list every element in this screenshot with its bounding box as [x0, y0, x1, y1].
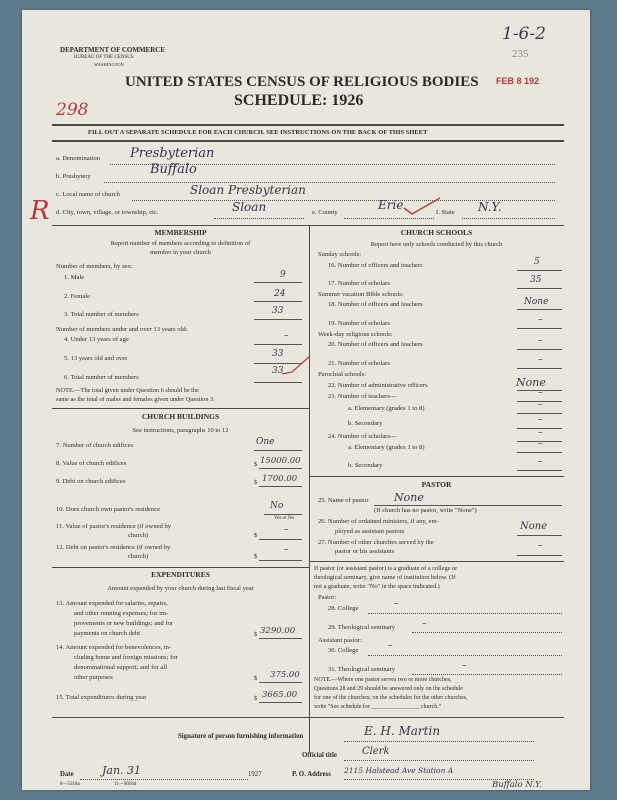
grad-note-3: not a graduate, write "No" in the space indicated.): [314, 583, 440, 590]
running-exp-label-3: provements or new buildings; and for: [74, 620, 174, 627]
under-13-label: 4. Under 13 years of age: [64, 336, 129, 343]
benevolence-label-4: other purposes: [74, 674, 113, 681]
assistant-label: Assistant pastor:: [318, 637, 362, 644]
official-title-value: Clerk: [362, 746, 390, 757]
residence-debt-label-2: church): [128, 553, 149, 560]
q26-label-2: ployed as assistant pastors: [335, 528, 405, 535]
q24a-value: –: [538, 439, 543, 449]
edifices-label: 7. Number of church edifices: [56, 442, 134, 449]
grad-note-1: If pastor (or assistant pastor) is a graduate of a college or: [314, 565, 458, 572]
q31-value: –: [462, 661, 467, 671]
running-exp-value: 3290.00: [260, 626, 296, 636]
membership-heading: MEMBERSHIP: [154, 228, 207, 237]
q17-value: 35: [530, 275, 542, 285]
city-line-label: d. City, town, village, or township, etc.: [56, 209, 159, 216]
total-members-value: 33: [272, 306, 284, 316]
q27-label-1: 27. Number of other churches served by the: [318, 539, 434, 546]
q20-label: 20. Number of officers and teachers: [328, 341, 423, 348]
city-label: WASHINGTON: [94, 62, 124, 67]
pastor-note-3: for one of the churches; on the schedules for the other churches,: [314, 695, 468, 701]
total-exp-label: 15. Total expenditures during year: [56, 694, 147, 701]
q24b-value: –: [538, 457, 543, 467]
q27-value: –: [538, 541, 543, 551]
form-number: 8—5318a: [60, 782, 80, 787]
male-value: 9: [280, 270, 286, 280]
schools-intro: Report here only schools conducted by this church: [370, 241, 503, 248]
q21-value: –: [538, 355, 543, 365]
residence-own-label: 10. Does church own pastor's residence: [56, 506, 161, 513]
edifices-value: One: [256, 437, 275, 447]
church-name-value: Sloan Presbyterian: [190, 183, 306, 197]
dollar-sign-11: $: [254, 532, 258, 539]
q23b-value: –: [538, 415, 543, 425]
membership-intro-2: member in your church: [150, 249, 211, 256]
department-label: DEPARTMENT OF COMMERCE: [60, 46, 166, 54]
residence-own-value: No: [270, 501, 284, 511]
q30-label: 30. College: [328, 647, 359, 654]
state-value: N.Y.: [478, 200, 502, 214]
date-label: Date: [60, 771, 74, 778]
q23-value: –: [538, 388, 543, 398]
dollar-sign-13: $: [254, 631, 258, 638]
year-value: 1927: [248, 771, 262, 778]
q16-value: 5: [534, 257, 540, 267]
top-note: 1-6-2: [502, 24, 546, 44]
total-by-age-value: 33: [272, 366, 284, 376]
edifice-value-label: 8. Value of church edifices: [56, 460, 127, 467]
red-number: 298: [56, 100, 89, 120]
bureau-label: BUREAU OF THE CENSUS: [74, 55, 134, 60]
denomination-label: a. Denomination: [56, 155, 100, 162]
red-mark: R: [30, 196, 50, 226]
q28-value: –: [394, 599, 399, 609]
edifice-value-value: 15000.00: [260, 456, 301, 466]
address-value: 2115 Halstead Ave Station A: [344, 766, 454, 775]
dollar-sign-9: $: [254, 479, 258, 486]
church-name-label: c. Local name of church: [56, 191, 120, 198]
pastor-note-4: write "See schedule for ________________ church.": [314, 704, 442, 710]
pastor-name-value: None: [394, 491, 424, 504]
residence-value-label-2: church): [128, 532, 149, 539]
pastor-note-1: NOTE.—Where one pastor serves two or more churches,: [314, 677, 452, 683]
q23-label: 23. Number of teachers—: [328, 393, 397, 400]
county-label: e. County: [312, 209, 338, 216]
form-number-2: 11—9056d: [114, 782, 137, 787]
q23a-label: a. Elementary (grades 1 to 8): [348, 405, 425, 412]
schools-heading: CHURCH SCHOOLS: [400, 228, 473, 237]
expenditures-heading: EXPENDITURES: [151, 570, 210, 579]
q19-value: –: [538, 315, 543, 325]
membership-note-2: same as the total of males and females given under Question 3.: [56, 396, 215, 403]
q19-label: 19. Number of scholars: [328, 320, 390, 327]
form-title: UNITED STATES CENSUS OF RELIGIOUS BODIES: [125, 74, 479, 90]
q22-value: None: [516, 376, 546, 389]
running-exp-label-1: 13. Amount expended for salaries, repairs,: [56, 600, 168, 607]
q24-value: –: [538, 428, 543, 438]
residence-debt-value: –: [284, 545, 289, 555]
q26-label-1: 26. Number of ordained ministers, if any, em-: [318, 518, 439, 525]
membership-note-1: NOTE.—The total given under Question 6 should be the: [56, 387, 199, 394]
q23b-label: b. Secondary: [348, 420, 383, 427]
q26-value: None: [520, 521, 548, 532]
received-stamp: FEB 8 192: [496, 76, 540, 86]
q21-label: 21. Number of scholars: [328, 360, 390, 367]
parochial-label: Parochial schools:: [318, 371, 367, 378]
running-exp-label-2: and other running expenses; for im-: [74, 610, 169, 617]
address-label: P. O. Address: [292, 771, 331, 778]
census-schedule-form: [22, 10, 590, 790]
q31-label: 31. Theological seminary: [328, 666, 396, 673]
schedule-title: SCHEDULE: 1926: [234, 92, 364, 109]
dollar-sign-12: $: [254, 553, 258, 560]
presbytery-label: b. Presbytery: [56, 173, 91, 180]
q28-label: 28. College: [328, 605, 359, 612]
q29-label: 29. Theological seminary: [328, 624, 396, 631]
expenditures-sub: Amount expended by your church during last fiscal year: [107, 585, 254, 592]
residence-value-label-1: 11. Value of pastor's residence (if owned by: [56, 523, 172, 530]
membership-intro-1: Report number of members according to definition of: [110, 240, 251, 247]
q20-value: –: [538, 336, 543, 346]
q29-value: –: [422, 619, 427, 629]
summer-label: Summer vacation Bible schools:: [318, 291, 404, 298]
q24b-label: b. Secondary: [348, 462, 383, 469]
weekday-label: Week-day religious schools:: [318, 331, 393, 338]
address-value-2: Buffalo N.Y.: [492, 780, 543, 790]
signature-value: E. H. Martin: [364, 724, 441, 738]
benevolence-label-2: cluding home and foreign missions; for: [74, 654, 178, 661]
signature-label: Signature of person furnishing information: [178, 733, 304, 740]
pastor-sub-label: Pastor:: [318, 594, 337, 601]
q24a-label: a. Elementary (grades 1 to 8): [348, 444, 425, 451]
edifice-debt-label: 9. Debt on church edifices: [56, 478, 126, 485]
benevolence-label-3: denominational support; and for all: [74, 664, 168, 671]
residence-debt-label-1: 12. Debt on pastor's residence (if owned by: [56, 544, 171, 551]
dollar-sign-8: $: [254, 461, 258, 468]
q16-label: 16. Number of officers and teachers: [328, 262, 423, 269]
benevolence-label-1: 14. Amount expended for benevolences, in-: [56, 644, 172, 651]
presbytery-value: Buffalo: [150, 162, 197, 177]
q17-label: 17. Number of scholars: [328, 280, 390, 287]
yes-no-hint: Yes or No: [274, 516, 295, 521]
sunday-label: Sunday schools:: [318, 251, 362, 258]
q27-label-2: pastor or his assistants: [335, 548, 395, 555]
q23a-value: –: [538, 400, 543, 410]
buildings-heading: CHURCH BUILDINGS: [141, 412, 220, 421]
edifice-debt-value: 1700.00: [262, 474, 298, 484]
city-value: Sloan: [232, 200, 267, 214]
instructions-line: FILL OUT A SEPARATE SCHEDULE FOR EACH CHURCH. SEE INSTRUCTIONS ON THE BACK OF THIS SHEET: [88, 129, 428, 136]
female-label: 2. Female: [64, 293, 91, 300]
buildings-sub: See instructions, paragraphs 10 to 12: [132, 427, 229, 434]
dollar-sign-14: $: [254, 675, 258, 682]
male-label: 1. Male: [64, 274, 85, 281]
state-label: f. State: [436, 209, 455, 216]
q18-value: None: [524, 297, 549, 307]
q18-label: 18. Number of officers and teachers: [328, 301, 423, 308]
female-value: 24: [274, 289, 286, 299]
official-title-label: Official title: [302, 752, 337, 759]
total-exp-value: 3665.00: [262, 690, 298, 700]
red-check-mark: [402, 196, 442, 216]
total-members-label: 3. Total number of members: [64, 311, 139, 318]
pastor-heading: PASTOR: [421, 480, 452, 489]
age-heading: Number of members under and over 13 years old:: [56, 326, 188, 333]
grad-note-2: theological seminary, give name of institution below. (If: [314, 574, 456, 581]
by-sex-label: Number of members, by sex:: [56, 263, 133, 270]
under-13-value: –: [284, 331, 289, 341]
total-by-age-label: 6. Total number of members: [64, 374, 139, 381]
county-value: Erie: [378, 198, 404, 212]
benevolence-value: 375.00: [270, 670, 300, 680]
pastor-note-2: Questions 28 and 29 should be answered only on the schedule: [314, 686, 463, 692]
q22-label: 22. Number of administrative officers: [328, 382, 428, 389]
residence-value-value: –: [284, 525, 289, 535]
date-value: Jan. 31: [102, 764, 142, 777]
denomination-value: Presbyterian: [130, 146, 215, 161]
over-13-label: 5. 13 years old and over: [64, 355, 128, 362]
pastor-name-note: (If church has no pastor, write "None"): [374, 507, 477, 514]
over-13-value: 33: [272, 349, 284, 359]
red-tick-mark: [280, 350, 320, 380]
running-exp-label-4: payments on church debt: [74, 630, 141, 637]
pastor-name-label: 25. Name of pastor: [318, 497, 369, 504]
dollar-sign-15: $: [254, 695, 258, 702]
q30-value: –: [388, 641, 393, 651]
q24-label: 24. Number of scholars—: [328, 433, 397, 440]
file-number: 235: [512, 48, 529, 60]
